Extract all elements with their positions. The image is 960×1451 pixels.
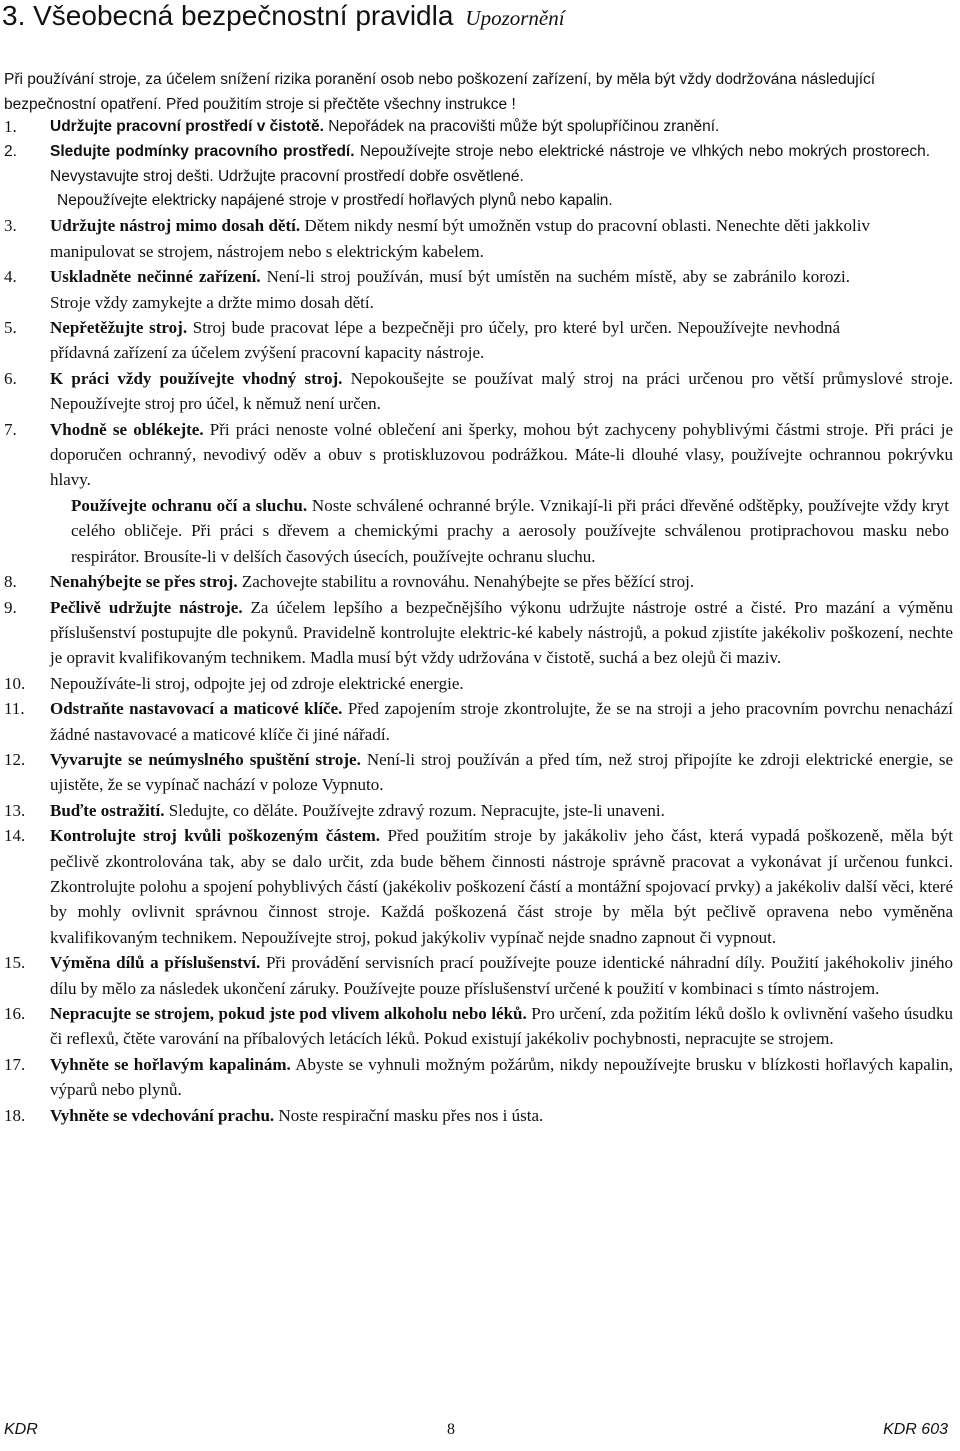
rules-list: [0, 114, 960, 1128]
rule-item: 8. Nenahýbejte se přes stroj. Zachovejte stabilitu a rovnováhu. Nenahýbejte se přes běžící stroj.: [4, 572, 695, 592]
rule-item: 3. Udržujte nástroj mimo dosah dětí. Dětem nikdy nesmí být umožněn vstup do pracovní oblasti. Nenechte děti jakkoliv manipulovat se strojem, nástrojem nebo s elektrickým kabelem.: [4, 216, 870, 261]
rule-item: 16. Nepracujte se strojem, pokud jste pod vlivem alkoholu nebo léků. Pro určení, zda požitím léků došlo k ovlivnění vašeho úsudku či reflexů, čtěte varování na příbalových letácích léků. Pokud existují jakékoliv pochybnosti, nepracujte se strojem.: [4, 1004, 953, 1049]
rule-item: 9. Pečlivě udržujte nástroje. Za účelem lepšího a bezpečnějšího výkonu udržujte nástroje ostré a čisté. Pro mazání a výměnu příslušenství postupujte dle pokynů. Pravidelně kontrolujte elektric-ké kabely nástrojů, a pokud zjistíte jakékoliv poškození, nechte je opravit kvalifikovaným technikem. Madla musí být vždy udržována v čistotě, suchá a bez olejů či maziv.: [4, 597, 953, 668]
rule-item: 6. K práci vždy používejte vhodný stroj. Nepokoušejte se používat malý stroj na práci určenou pro větší průmyslové stroje. Nepoužívejte stroj pro účel, k němuž není určen.: [4, 368, 953, 414]
protection-paragraph: Používejte ochranu očí a sluchu. Noste schválené ochranné brýle. Vznikají-li při práci dřevěné odštěpky, používejte vždy kryt celého obličeje. Při práci s dřevem a chemickými prachy a aerosoly používejte schválenou protiprachovou masku nebo respirátor. Brousíte-li v delších časových úsecích, používejte ochranu sluchu.: [71, 495, 949, 566]
page-number: 8: [447, 1421, 455, 1438]
rule-item: 15. Výměna dílů a příslušenství. Při provádění servisních prací používejte pouze identické náhradní díly. Použití jakéhokoliv jiného dílu by mělo za následek ukončení záruky. Používejte pouze příslušenství určené k použití v kombinaci s tímto nástrojem.: [4, 953, 953, 998]
footer-right-label: KDR 603: [883, 1421, 948, 1438]
rule-item: 18. Vyhněte se vdechování prachu. Noste respirační masku přes nos i ústa.: [4, 1105, 544, 1125]
section-title: 3. Všeobecná bezpečnostní pravidla: [2, 0, 454, 31]
page-title: [2, 0, 565, 34]
intro-paragraph: Při používání stroje, za účelem snížení rizika poranění osob nebo poškození zařízení, by měla být vždy dodržována následující bezpečnostní opatření. Před použitím stroje si přečtěte všechny instrukce !: [4, 71, 876, 113]
rule-item: 2. Sledujte podmínky pracovního prostředí. Nepoužívejte stroje nebo elektrické nástroje ve vlhkých nebo mokrých prostorech. Nevystavujte stroj dešti. Udržujte pracovní prostředí dobře osvětlené.: [4, 143, 930, 186]
rule-item: 13. Buďte ostražití. Sledujte, co děláte. Používejte zdravý rozum. Nepracujte, jste-li unaveni.: [4, 800, 665, 820]
rule-item: 7. Vhodně se oblékejte. Při práci nenoste volné oblečení ani šperky, mohou být zachyceny pohyblivými částmi stroje. Při práci je doporučen ochranný, nevodivý oděv a obuv s protiskluzovou podrážkou. Máte-li dlouhé vlasy, používejte ochrannou pokrývku hlavy.: [4, 419, 953, 490]
rule-item: 5. Nepřetěžujte stroj. Stroj bude pracovat lépe a bezpečněji pro účely, pro které byl určen. Nepoužívejte nevhodná přídavná zařízení za účelem zvýšení pracovní kapacity nástroje.: [4, 318, 840, 363]
page-footer: [4, 1421, 948, 1445]
rule-item: 11. Odstraňte nastavovací a maticové klíče. Před zapojením stroje zkontrolujte, že se na stroji a jeho pracovním povrchu nenachází žádné nastavovacé a maticové klíče či jiné nářadí.: [4, 699, 953, 744]
rule-item: 4. Uskladněte nečinné zařízení. Není-li stroj používán, musí být umístěn na suchém místě, aby se zabránilo korozi. Stroje vždy zamykejte a držte mimo dosah dětí.: [4, 267, 850, 312]
section-subtitle: Upozornění: [465, 6, 565, 30]
rule-item-continuation: Nepoužívejte elektricky napájené stroje v prostředí hořlavých plynů nebo kapalin.: [57, 192, 613, 210]
rule-item: 12. Vyvarujte se neúmyslného spuštění stroje. Není-li stroj používán a před tím, než stroj připojíte ke zdroji elektrické energie, se ujistěte, že se vypínač nachází v poloze Vypnuto.: [4, 749, 954, 795]
rule-item: 14. Kontrolujte stroj kvůli poškozeným částem. Před použitím stroje by jakákoliv jeho část, která vypadá poškozeně, měla být pečlivě zkontrolována tak, aby se dalo určit, zda bude během činnosti nástroje správně pracovat a vykonávat jí určenou funkci. Zkontrolujte polohu a spojení pohyblivých částí (jakékoliv poškození částí a montážní spojovací prvky) a jakékoliv další věci, které by mohly ovlivnit správnou činnost stroje. Každá poškozená část stroje by měla být pečlivě opravena nebo vyměněna kvalifikovaným technikem. Nepoužívejte stroj, pokud jakýkoliv vypínač nejde snadno zapnout či vypnout.: [4, 826, 954, 947]
footer-left-label: KDR: [4, 1421, 38, 1438]
rule-item: 10. Nepoužíváte-li stroj, odpojte jej od zdroje elektrické energie.: [4, 673, 464, 693]
rule-item: 1. Udržujte pracovní prostředí v čistotě. Nepořádek na pracovišti může být spolupříčinou zranění.: [4, 117, 720, 136]
rule-item: 17. Vyhněte se hořlavým kapalinám. Abyste se vyhnuli možným požárům, nikdy nepoužívejte brusku v blízkosti hořlavých kapalin, výparů nebo plynů.: [4, 1054, 953, 1100]
